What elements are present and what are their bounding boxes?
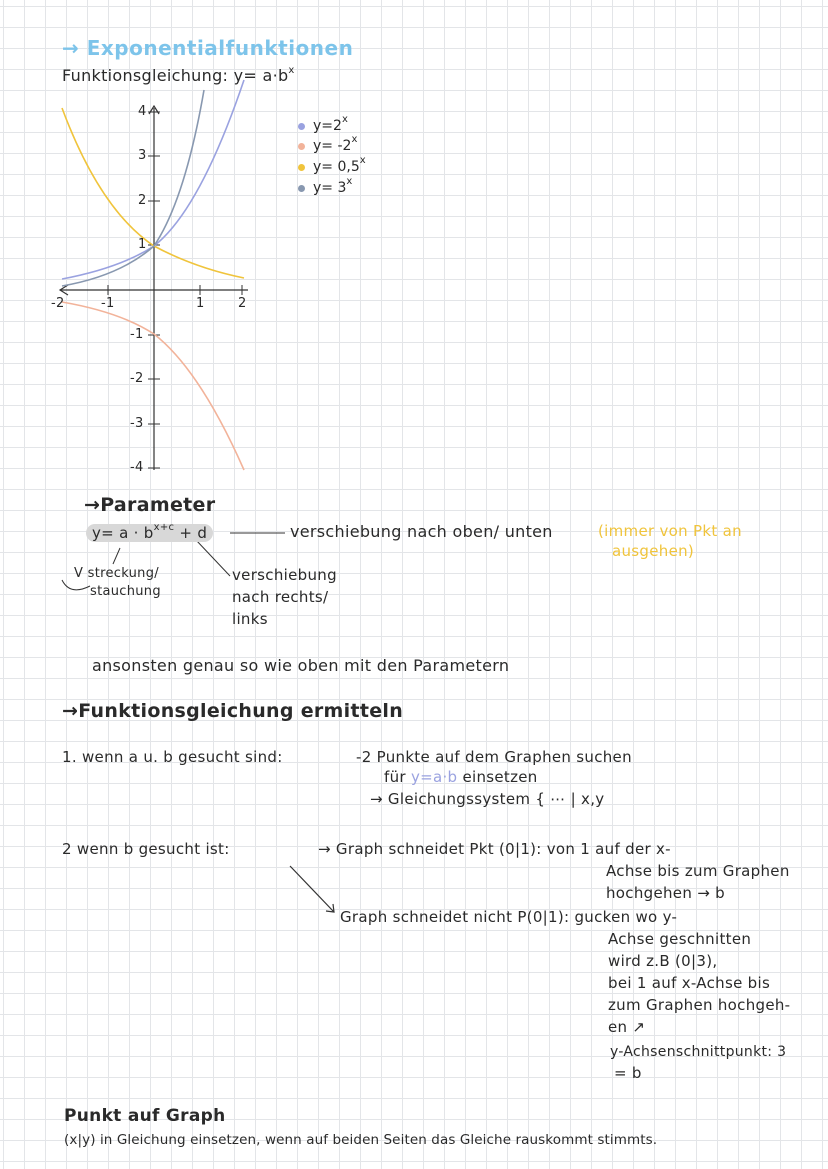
case1-line-3-a: → Gleichungssystem { xyxy=(370,790,546,808)
note-line-1: (immer von Pkt an xyxy=(598,522,742,540)
case1-line-1: -2 Punkte auf dem Graphen suchen xyxy=(356,748,632,766)
case1-line-3 xyxy=(370,790,604,808)
x-tick-minus1: -1 xyxy=(101,296,115,311)
x-tick-minus2: -2 xyxy=(51,296,65,311)
legend-exp: x xyxy=(341,114,348,125)
legend-item-y-0-5-pow-x xyxy=(298,155,366,175)
parameter-formula-highlight xyxy=(86,524,213,542)
case1-label: 1. wenn a u. b gesucht sind: xyxy=(62,748,283,766)
case1-line-2 xyxy=(384,768,538,786)
parameter-formula-exp: x+c xyxy=(153,522,175,533)
case2-a-line-2: Achse bis zum Graphen xyxy=(606,862,790,880)
case1-line-2-formula: y=a·b xyxy=(410,768,458,786)
legend-dot xyxy=(298,143,305,150)
parameter-formula xyxy=(86,524,213,542)
legend-dot xyxy=(298,185,305,192)
case2-b-line-5: zum Graphen hochgeh- xyxy=(608,996,791,1014)
case2-a-line-3: hochgehen → b xyxy=(606,884,725,902)
parameter-remark: ansonsten genau so wie oben mit den Parametern xyxy=(92,656,510,675)
shift-vertical-text: verschiebung nach oben/ unten xyxy=(290,522,553,541)
stretch-line-2: stauchung xyxy=(90,584,161,599)
y-tick-minus4: -4 xyxy=(130,460,144,475)
legend-label: y= 0,5 xyxy=(313,159,360,175)
case2-b-line-4: bei 1 auf x-Achse bis xyxy=(608,974,771,992)
shift-horizontal-line-1: verschiebung xyxy=(232,566,337,584)
y-tick-minus1: -1 xyxy=(130,327,144,342)
case2-label: 2 wenn b gesucht ist: xyxy=(62,840,230,858)
pointer-stretch xyxy=(113,548,120,564)
ermitteln-heading: →Funktionsgleichung ermitteln xyxy=(62,700,404,722)
legend-exp: x xyxy=(351,134,358,145)
case2-b-line-8: = b xyxy=(614,1064,642,1082)
note-line-2: ausgehen) xyxy=(612,542,695,560)
case2-a-line-1: → Graph schneidet Pkt (0|1): von 1 auf der x- xyxy=(318,840,671,858)
x-tick-2: 2 xyxy=(238,296,247,311)
y-tick-minus3: -3 xyxy=(130,416,144,431)
parameter-formula-base: y= a · b xyxy=(92,524,154,542)
y-tick-4: 4 xyxy=(138,104,147,119)
pointer-shift-horizontal xyxy=(196,540,230,576)
curve-y-2-pow-x xyxy=(62,80,244,279)
curve-y-3-pow-x xyxy=(62,90,204,286)
pointer-stretch-check xyxy=(62,580,90,590)
case2-b-line-7: y-Achsenschnittpunkt: 3 xyxy=(610,1044,787,1060)
parameter-formula-tail: + d xyxy=(179,524,208,542)
punkt-heading: Punkt auf Graph xyxy=(64,1106,226,1126)
case2-b-line-1: Graph schneidet nicht P(0|1): gucken wo y- xyxy=(340,908,678,926)
y-tick-minus2: -2 xyxy=(130,371,144,386)
y-tick-3: 3 xyxy=(138,148,147,163)
punkt-text: (x|y) in Gleichung einsetzen, wenn auf beiden Seiten das Gleiche rauskommt stimmts. xyxy=(64,1132,658,1148)
case1-line-2-post: einsetzen xyxy=(462,768,538,786)
curve-y-minus-2-pow-x xyxy=(62,302,244,470)
case2-arrow-line xyxy=(290,866,334,912)
legend-item-y-2-pow-x xyxy=(298,114,348,134)
legend-label: y=2 xyxy=(313,118,342,134)
case2-b-line-3: wird z.B (0|3), xyxy=(608,952,718,970)
case1-line-3-b: ⋯ | x,y xyxy=(550,790,605,808)
x-tick-1: 1 xyxy=(196,296,205,311)
legend-item-y-minus-2-pow-x xyxy=(298,134,358,154)
shift-horizontal-line-3: links xyxy=(232,610,268,628)
legend-item-y-3-pow-x xyxy=(298,176,353,196)
function-equation-text: Funktionsgleichung: y= a·b xyxy=(62,66,289,85)
shift-horizontal-line-2: nach rechts/ xyxy=(232,588,329,606)
legend-dot xyxy=(298,164,305,171)
legend-exp: x xyxy=(359,155,366,166)
case2-b-line-2: Achse geschnitten xyxy=(608,930,752,948)
legend-exp: x xyxy=(346,176,353,187)
legend-label: y= 3 xyxy=(313,180,347,196)
page-title: → Exponentialfunktionen xyxy=(62,36,354,60)
y-tick-2: 2 xyxy=(138,193,147,208)
function-equation-exp: x xyxy=(288,65,295,76)
stretch-line-1: V streckung/ xyxy=(74,566,159,581)
case2-b-line-6: en ↗ xyxy=(608,1018,646,1036)
legend-dot xyxy=(298,123,305,130)
parameter-heading: →Parameter xyxy=(84,494,216,516)
legend-label: y= -2 xyxy=(313,138,352,154)
curve-y-0-5-pow-x xyxy=(62,108,244,278)
case1-line-2-pre: für xyxy=(384,768,406,786)
y-tick-1: 1 xyxy=(138,237,147,252)
